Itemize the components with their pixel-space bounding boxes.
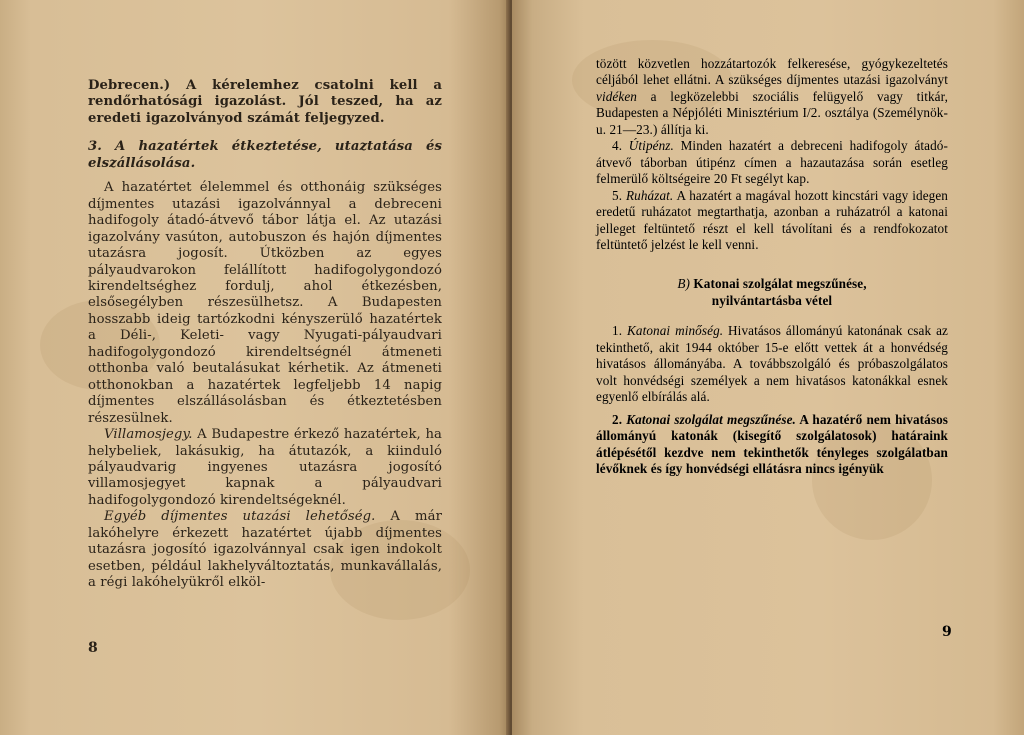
section-3-paragraph: A hazatértet élelemmel és otthonáig szükséges díjmentes utazási igazolvánnyal a debreceni hadifogoly átadó-átvevő tábor látja el. Az utazási igazolvány vasúton, autobuszon és hajón díjmentes utazásra jogosít. Útközben az egyes pályaudvarokon felállított hadifogolygondozó kirendeltséghez fordulj, ahol étkezésben, elsősegélyben részesülhetsz. A Budapesten hosszabb ideig tartózkodni kényszerülő hazatértek a Déli-, Keleti- vagy Nyugati-pályaudvari hadifogolygondozó kirendeltségnél átmeneti otthonba való beutalásukat kérhetik. Az átmeneti otthonokban a hazatértek legfeljebb 14 napig díjmentes elszállásolásban és étkeztetésben részesülnek.: [88, 180, 442, 426]
villamosjegy-label: Villamosjegy.: [104, 427, 193, 443]
page-number-left: 8: [88, 640, 98, 656]
utipenz-paragraph: [596, 138, 948, 187]
szolgalat-megszunese-label: Katonai szolgálat megszűnése.: [626, 411, 796, 427]
szolgalat-megszunese-text: A hazatérő nem hivatásos állományú katonák (kisegítő szolgálatosok) határaink átlépésétől kezdve nem tekinthetők tényleges szolgálatban lévőknek és így honvédségi ellátásra nincs igényük: [596, 411, 949, 477]
katonai-minoseg-number: 1.: [612, 323, 623, 339]
katonai-minoseg-text: Hivatásos állományú katonának csak az tekinthető, akit 1944 október 15-e előtt vettek át a honvédség hivatásos állományába. A továbbszolgáló és próbaszolgálatos volt honvédségi személyek a nem hivatásos katonákkal esnek egyenlő elbírálás alá.: [596, 323, 948, 405]
katonai-minoseg-paragraph: [596, 323, 948, 405]
szolgalat-megszunese-paragraph: [596, 412, 948, 478]
ruhazat-paragraph: [596, 188, 948, 254]
utipenz-number: 4.: [612, 138, 623, 154]
utipenz-text: Minden hazatért a debreceni hadifogoly átadó-átvevő táborban útipénz címen a hazautazása során esetleg felmerülő költségeire 20 Ft segélyt kap.: [596, 138, 948, 187]
intro-paragraph: Debrecen.) A kérelemhez csatolni kell a rendőrhatósági igazolást. Jól teszed, ha az eredeti igazolványod számát feljegyzed.: [88, 78, 442, 126]
videken-word: vidéken: [596, 88, 637, 104]
continuation-text-2: a legközelebbi szociális felügyelő vagy titkár, Budapesten a Népjóléti Minisztérium I/2. osztálya (Személynök-u. 21—23.) állítja ki.: [596, 88, 948, 137]
szolgalat-megszunese-number: 2.: [612, 411, 623, 427]
section-3-heading: 3. A hazatértek étkeztetése, utaztatása és elszállásolása.: [88, 139, 442, 171]
ruhazat-text: A hazatért a magával hozott kincstári vagy idegen eredetű ruházatot megtarthatja, azonban a ruházatról a katonai jelleget feltüntető részt el kell távolítani és a rendfokozatot feltüntető jelzést le kell venni.: [596, 187, 948, 252]
continuation-paragraph: [596, 56, 948, 138]
egyeb-label: Egyéb díjmentes utazási lehetőség.: [104, 509, 376, 525]
left-text-block: [88, 78, 442, 592]
continuation-text: tözött közvetlen hozzátartozók felkeresése, gyógykezeltetés céljából lehet ellátni. A szükséges díjmentes utazási igazolványt: [596, 56, 948, 88]
page-number-right: 9: [942, 624, 952, 640]
left-page: [0, 0, 510, 735]
utipenz-label: Útipénz.: [628, 138, 674, 154]
katonai-minoseg-label: Katonai minőség.: [627, 323, 724, 339]
villamosjegy-text: A Budapestre érkező hazatértek, ha helybeliek, lakásukig, ha átutazók, a kiinduló pályaudvarig ingyenes utazásra jogosító villamosjegyet kapnak a pályaudvari hadifogolygondozó kirendeltségeknél.: [88, 427, 442, 508]
ruhazat-number: 5.: [612, 187, 623, 203]
ruhazat-label: Ruházat.: [625, 187, 674, 203]
section-b-title: Katonai szolgálat megszűnése, nyilvántartásba vétel: [693, 276, 867, 309]
egyeb-text: A már lakóhelyre érkezett hazatértet újabb díjmentes utazásra jogosító igazolvánnyal csak igen indokolt esetben, például lakhelyváltoztatás, munkavállalás, a régi lakóhelyükről elköl-: [88, 509, 442, 591]
right-text-block: [596, 56, 948, 478]
section-b-letter: B): [677, 276, 690, 292]
section-b-heading: [596, 275, 948, 309]
